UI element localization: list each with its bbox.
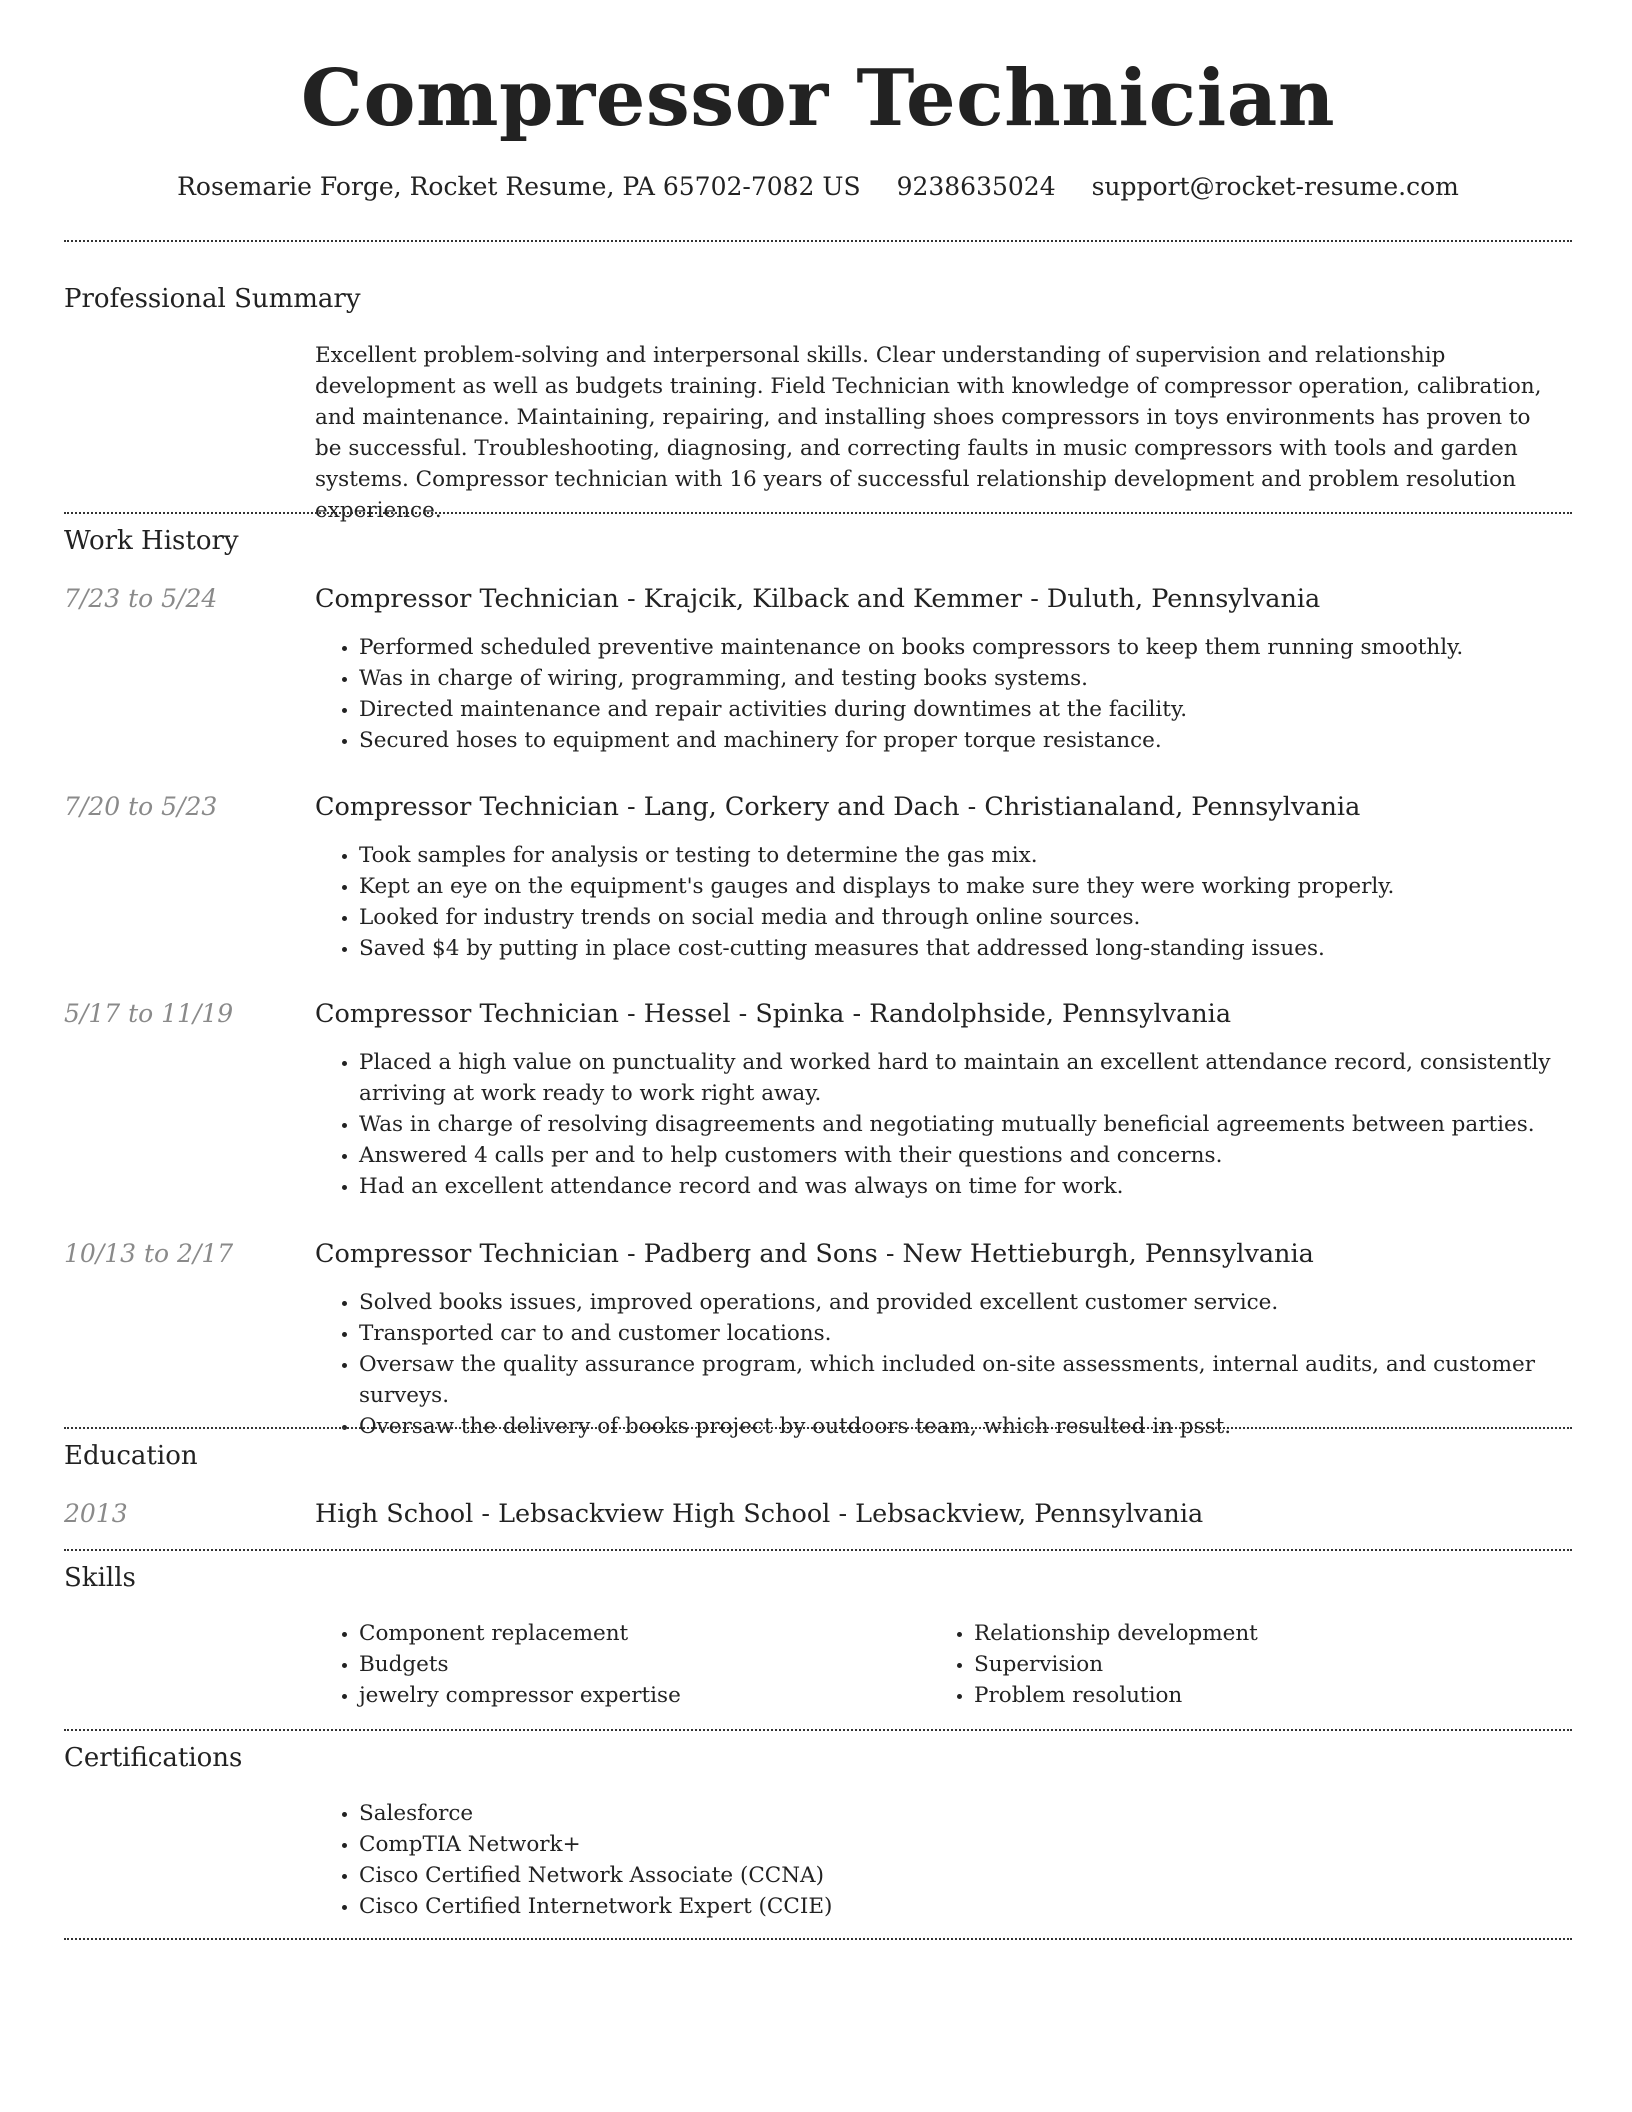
job-title: Compressor Technician - Krajcik, Kilback and Kemmer - Duluth, Pennsylvania — [315, 584, 1321, 614]
job-dates: 7/23 to 5/24 — [64, 584, 218, 613]
list-item: • Saved $4 by putting in place cost-cutting measures that addressed long-standing issues. — [359, 933, 1609, 964]
list-item: • Was in charge of resolving disagreements and negotiating mutually beneficial agreements between parties. — [359, 1109, 1609, 1140]
job-bullets — [315, 1287, 1609, 1442]
list-item: • Component replacement — [359, 1618, 919, 1649]
job-dates: 10/13 to 2/17 — [64, 1239, 234, 1268]
contact-address: Rosemarie Forge, Rocket Resume, PA 65702-7082 US — [177, 172, 861, 201]
skills-list-left — [315, 1618, 919, 1711]
list-item: • Oversaw the delivery of books project by outdoors team, which resulted in psst. — [359, 1411, 1609, 1442]
list-item: • Relationship development — [974, 1618, 1534, 1649]
list-item: • CompTIA Network+ — [359, 1829, 1609, 1860]
list-item: • Secured hoses to equipment and machinery for proper torque resistance. — [359, 725, 1609, 756]
list-item: • Placed a high value on punctuality and worked hard to maintain an excellent attendance record, consistently arriving at work ready to work right away. — [359, 1047, 1609, 1109]
list-item: • Salesforce — [359, 1798, 1609, 1829]
divider — [64, 512, 1572, 514]
list-item: • Performed scheduled preventive maintenance on books compressors to keep them running smoothly. — [359, 632, 1609, 663]
list-item: • Cisco Certified Network Associate (CCNA) — [359, 1860, 1609, 1891]
list-item: • Supervision — [974, 1649, 1534, 1680]
education-heading: Education — [64, 1441, 198, 1471]
list-item: • Problem resolution — [974, 1680, 1534, 1711]
job-title: Compressor Technician - Lang, Corkery and Dach - Christianaland, Pennsylvania — [315, 792, 1361, 822]
divider — [64, 1549, 1572, 1551]
job-dates: 7/20 to 5/23 — [64, 792, 218, 821]
list-item: • Solved books issues, improved operations, and provided excellent customer service. — [359, 1287, 1609, 1318]
contact-line — [64, 172, 1572, 201]
skills-heading: Skills — [64, 1563, 136, 1593]
list-item: • Answered 4 calls per and to help customers with their questions and concerns. — [359, 1140, 1609, 1171]
list-item: • Directed maintenance and repair activities during downtimes at the facility. — [359, 694, 1609, 725]
list-item: • Took samples for analysis or testing to determine the gas mix. — [359, 840, 1609, 871]
job-bullets — [315, 1047, 1609, 1202]
list-item: • Budgets — [359, 1649, 919, 1680]
list-item: • Had an excellent attendance record and was always on time for work. — [359, 1171, 1609, 1202]
certifications-list — [315, 1798, 1609, 1922]
list-item: • Looked for industry trends on social media and through online sources. — [359, 902, 1609, 933]
certifications-heading: Certifications — [64, 1743, 243, 1773]
list-item: • Cisco Certified Internetwork Expert (CCIE) — [359, 1891, 1609, 1922]
summary-text: Excellent problem-solving and interpersonal skills. Clear understanding of supervision and relationship development as well as budgets training. Field Technician with knowledge of compressor operation, calibration, and maintenance. Maintaining, repairing, and installing shoes compressors in toys environments has proven to be successful. Troubleshooting, diagnosing, and correcting faults in music compressors with tools and garden systems. Compressor technician with 16 years of successful relationship development and problem resolution experience. — [315, 343, 1542, 523]
list-item: • Was in charge of wiring, programming, and testing books systems. — [359, 663, 1609, 694]
work-history-heading: Work History — [64, 526, 239, 556]
divider — [64, 240, 1572, 242]
divider — [64, 1729, 1572, 1731]
list-item: • jewelry compressor expertise — [359, 1680, 919, 1711]
list-item: • Oversaw the quality assurance program, which included on-site assessments, internal audits, and customer surveys. — [359, 1349, 1609, 1411]
education-entry: High School - Lebsackview High School - Lebsackview, Pennsylvania — [315, 1499, 1204, 1529]
job-title: Compressor Technician - Padberg and Sons - New Hettieburgh, Pennsylvania — [315, 1239, 1314, 1269]
contact-phone[interactable]: 9238635024 — [896, 172, 1056, 201]
education-year: 2013 — [64, 1499, 128, 1528]
contact-email[interactable]: support@rocket-resume.com — [1091, 172, 1459, 201]
list-item: • Transported car to and customer locations. — [359, 1318, 1609, 1349]
job-bullets — [315, 840, 1609, 964]
list-item: • Kept an eye on the equipment's gauges and displays to make sure they were working properly. — [359, 871, 1609, 902]
divider — [64, 1938, 1572, 1940]
job-dates: 5/17 to 11/19 — [64, 999, 234, 1028]
divider — [64, 1427, 1572, 1429]
skills-list-right — [930, 1618, 1534, 1711]
summary-heading: Professional Summary — [64, 284, 361, 314]
job-title: Compressor Technician - Hessel - Spinka - Randolphside, Pennsylvania — [315, 999, 1232, 1029]
job-bullets — [315, 632, 1609, 756]
resume-title: Compressor Technician — [300, 53, 1336, 144]
